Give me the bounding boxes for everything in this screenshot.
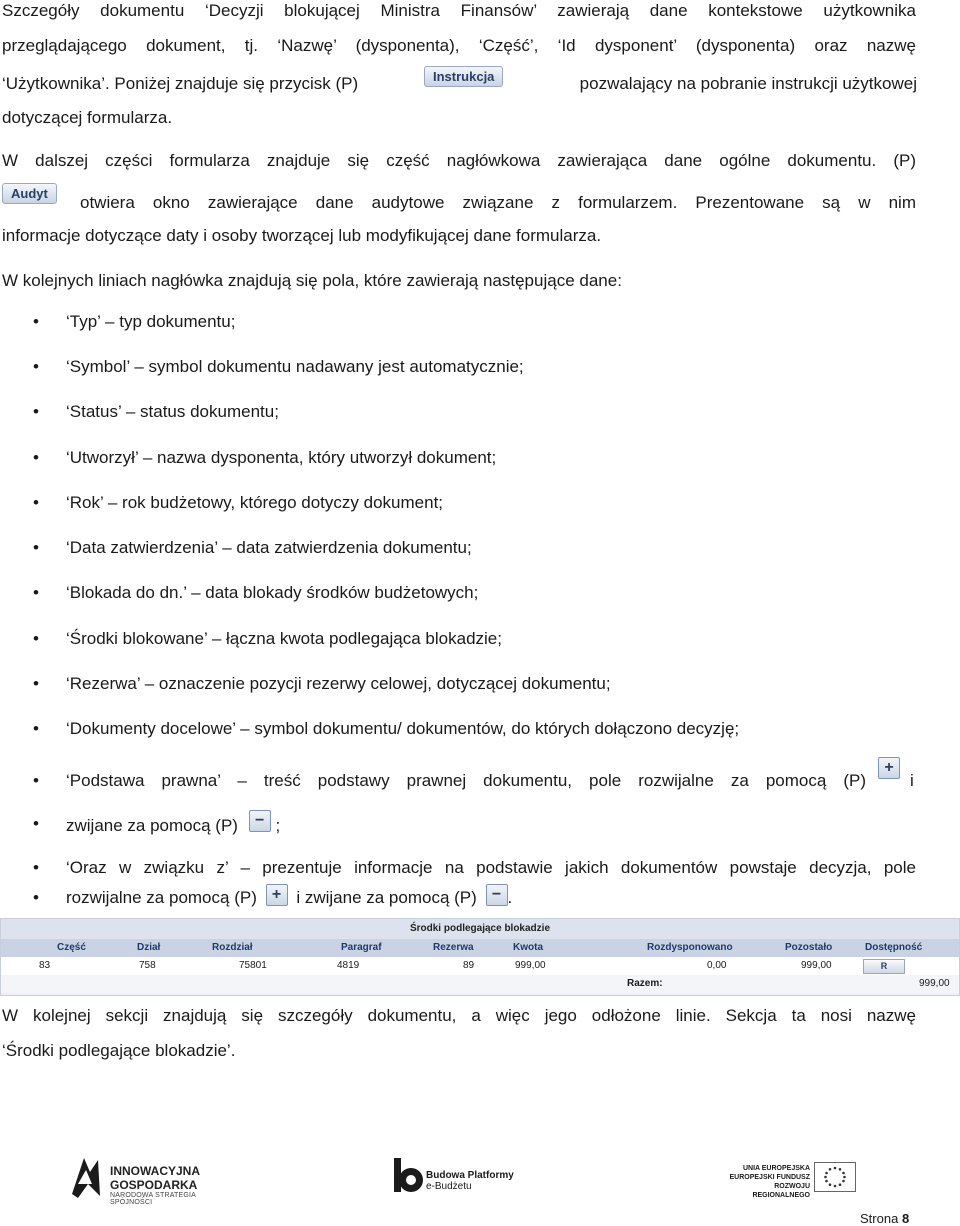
table-cell: 89 xyxy=(463,960,475,971)
page-number-value: 8 xyxy=(901,1211,910,1226)
paragraph-3: W kolejnych liniach nagłówka znajdują się pola, które zawierają następujące dane: xyxy=(2,271,622,290)
ig-sub: NARODOWA STRATEGIA SPÓJNOŚCI xyxy=(110,1192,196,1206)
header-cell: Część xyxy=(57,942,86,953)
list-item: • ‘Typ’ – typ dokumentu; xyxy=(0,308,916,337)
table-cell: 999,00 xyxy=(515,960,546,971)
podstawa-line-2-end: ; xyxy=(275,816,281,835)
paragraph-2-line-2: otwiera okno zawierające dane audytowe związane z formularzem. Prezentowane są w nim xyxy=(80,193,916,212)
page-label: Strona xyxy=(860,1211,899,1226)
collapse-minus-icon[interactable]: − xyxy=(249,810,271,832)
list-item: • ‘Utworzył’ – nazwa dysponenta, który utworzył dokument; xyxy=(0,444,916,473)
budowa-line-1: Budowa Platformy xyxy=(426,1170,514,1181)
list-item: • ‘Status’ – status dokumentu; xyxy=(0,398,916,427)
eu-line-2: EUROPEJSKI FUNDUSZ xyxy=(729,1174,810,1181)
table-row xyxy=(1,957,959,975)
header-cell: Kwota xyxy=(513,942,543,953)
list-item: • ‘Dokumenty docelowe’ – symbol dokumentu/ dokumentów, do których dołączono decyzję; xyxy=(0,715,916,744)
table-header-row xyxy=(1,939,959,957)
innowacyjna-gospodarka-logo xyxy=(68,1154,228,1204)
paragraph-2-line-1: W dalszej części formularza znajduje się część nagłówkowa zawierająca dane ogólne dokumentu. (P) xyxy=(2,151,916,170)
list-item: • ‘Data zatwierdzenia’ – data zatwierdzenia dokumentu; xyxy=(0,534,916,563)
list-item-oraz-cont xyxy=(0,884,916,913)
paragraph-4-line-2: ‘Środki podlegające blokadzie’. xyxy=(2,1041,236,1060)
header-cell: Rozdział xyxy=(212,942,253,953)
list-item: • ‘Symbol’ – symbol dokumentu nadawany jest automatycznie; xyxy=(0,353,916,382)
podstawa-line-2: zwijane za pomocą (P) xyxy=(66,816,238,835)
paragraph-1-line-3-right: pozwalający na pobranie instrukcji użytkowej xyxy=(579,74,917,93)
paragraph-2-line-3: informacje dotyczące daty i osoby tworzącej lub modyfikującej dane formularza. xyxy=(2,226,602,245)
eu-line-3: ROZWOJU REGIONALNEGO xyxy=(752,1183,810,1199)
expand-plus-icon[interactable]: + xyxy=(878,757,900,779)
eu-flag-icon xyxy=(814,1162,856,1192)
budowa-line-2: e-Budżetu xyxy=(426,1181,472,1192)
table-title: Środki podlegające blokadzie xyxy=(1,919,959,939)
paragraph-1-line-2: przeglądającego dokument, tj. ‘Nazwę’ (dysponenta), ‘Część’, ‘Id dysponent’ (dysponenta) oraz nazwę xyxy=(2,36,916,55)
eu-logo xyxy=(716,1162,856,1198)
header-cell: Paragraf xyxy=(341,942,382,953)
ig-emblem-icon xyxy=(68,1154,104,1200)
list-item-podstawa xyxy=(0,759,916,796)
table-cell: 0,00 xyxy=(707,960,727,971)
collapse-minus-icon[interactable]: − xyxy=(486,884,508,906)
table-cell: 758 xyxy=(139,960,156,971)
paragraph-1-line-4: dotyczącej formularza. xyxy=(2,108,173,127)
list-item: • ‘Rok’ – rok budżetowy, którego dotyczy dokument; xyxy=(0,489,916,518)
sum-label: Razem: xyxy=(627,978,663,989)
table-cell: 83 xyxy=(39,960,51,971)
list-item: • ‘Rezerwa’ – oznaczenie pozycji rezerwy celowej, dotyczącej dokumentu; xyxy=(0,670,916,699)
paragraph-1-line-1: Szczegóły dokumentu ‘Decyzji blokującej Ministra Finansów’ zawierają dane kontekstowe użytkownika xyxy=(2,1,916,20)
list-item: • ‘Środki blokowane’ – łączna kwota podlegająca blokadzie; xyxy=(0,625,916,654)
podstawa-line-1-end: i xyxy=(910,771,914,790)
budowa-platformy-logo xyxy=(392,1156,552,1200)
list-item-podstawa-cont xyxy=(0,810,916,841)
paragraph-1-line-3-left: ‘Użytkownika’. Poniżej znajduje się przycisk (P) xyxy=(2,74,359,93)
header-cell: Rezerwa xyxy=(433,942,474,953)
instrukcja-button[interactable]: Instrukcja xyxy=(424,66,503,87)
availability-r-button[interactable]: R xyxy=(863,959,905,974)
table-cell: 999,00 xyxy=(801,960,832,971)
page-number xyxy=(860,1211,909,1226)
audyt-button[interactable]: Audyt xyxy=(2,183,57,204)
table-sum-row xyxy=(1,975,959,993)
paragraph-4-line-1: W kolejnej sekcji znajdują się szczegóły dokumentu, a więc jego odłożone linie. Sekcja ta nosi nazwę xyxy=(2,1006,916,1025)
oraz-line-2c: . xyxy=(507,888,513,907)
oraz-line-2b: i zwijane za pomocą (P) xyxy=(296,888,477,907)
budowa-emblem-icon xyxy=(392,1156,426,1196)
oraz-line-2a: rozwijalne za pomocą (P) xyxy=(66,888,257,907)
header-cell: Pozostało xyxy=(785,942,833,953)
eu-line-1: UNIA EUROPEJSKA xyxy=(742,1165,810,1172)
table-cell: 4819 xyxy=(337,960,360,971)
header-cell: Rozdysponowano xyxy=(647,942,733,953)
ig-line-2: GOSPODARKA xyxy=(110,1178,198,1192)
sum-value: 999,00 xyxy=(919,978,950,989)
podstawa-line-1: ‘Podstawa prawna’ – treść podstawy prawnej dokumentu, pole rozwijalne za pomocą (P) xyxy=(66,771,866,790)
expand-plus-icon[interactable]: + xyxy=(266,884,288,906)
table-cell: 75801 xyxy=(239,960,267,971)
blocked-funds-table xyxy=(0,918,960,996)
header-cell: Dostępność xyxy=(865,942,923,953)
list-item: • ‘Blokada do dn.’ – data blokady środków budżetowych; xyxy=(0,579,916,608)
ig-line-1: INNOWACYJNA xyxy=(110,1164,201,1178)
header-cell: Dział xyxy=(137,942,161,953)
list-item-oraz xyxy=(0,854,916,883)
oraz-line-1: ‘Oraz w związku z’ – prezentuje informacje na podstawie jakich dokumentów powstaje decyzja, pole xyxy=(66,858,916,877)
